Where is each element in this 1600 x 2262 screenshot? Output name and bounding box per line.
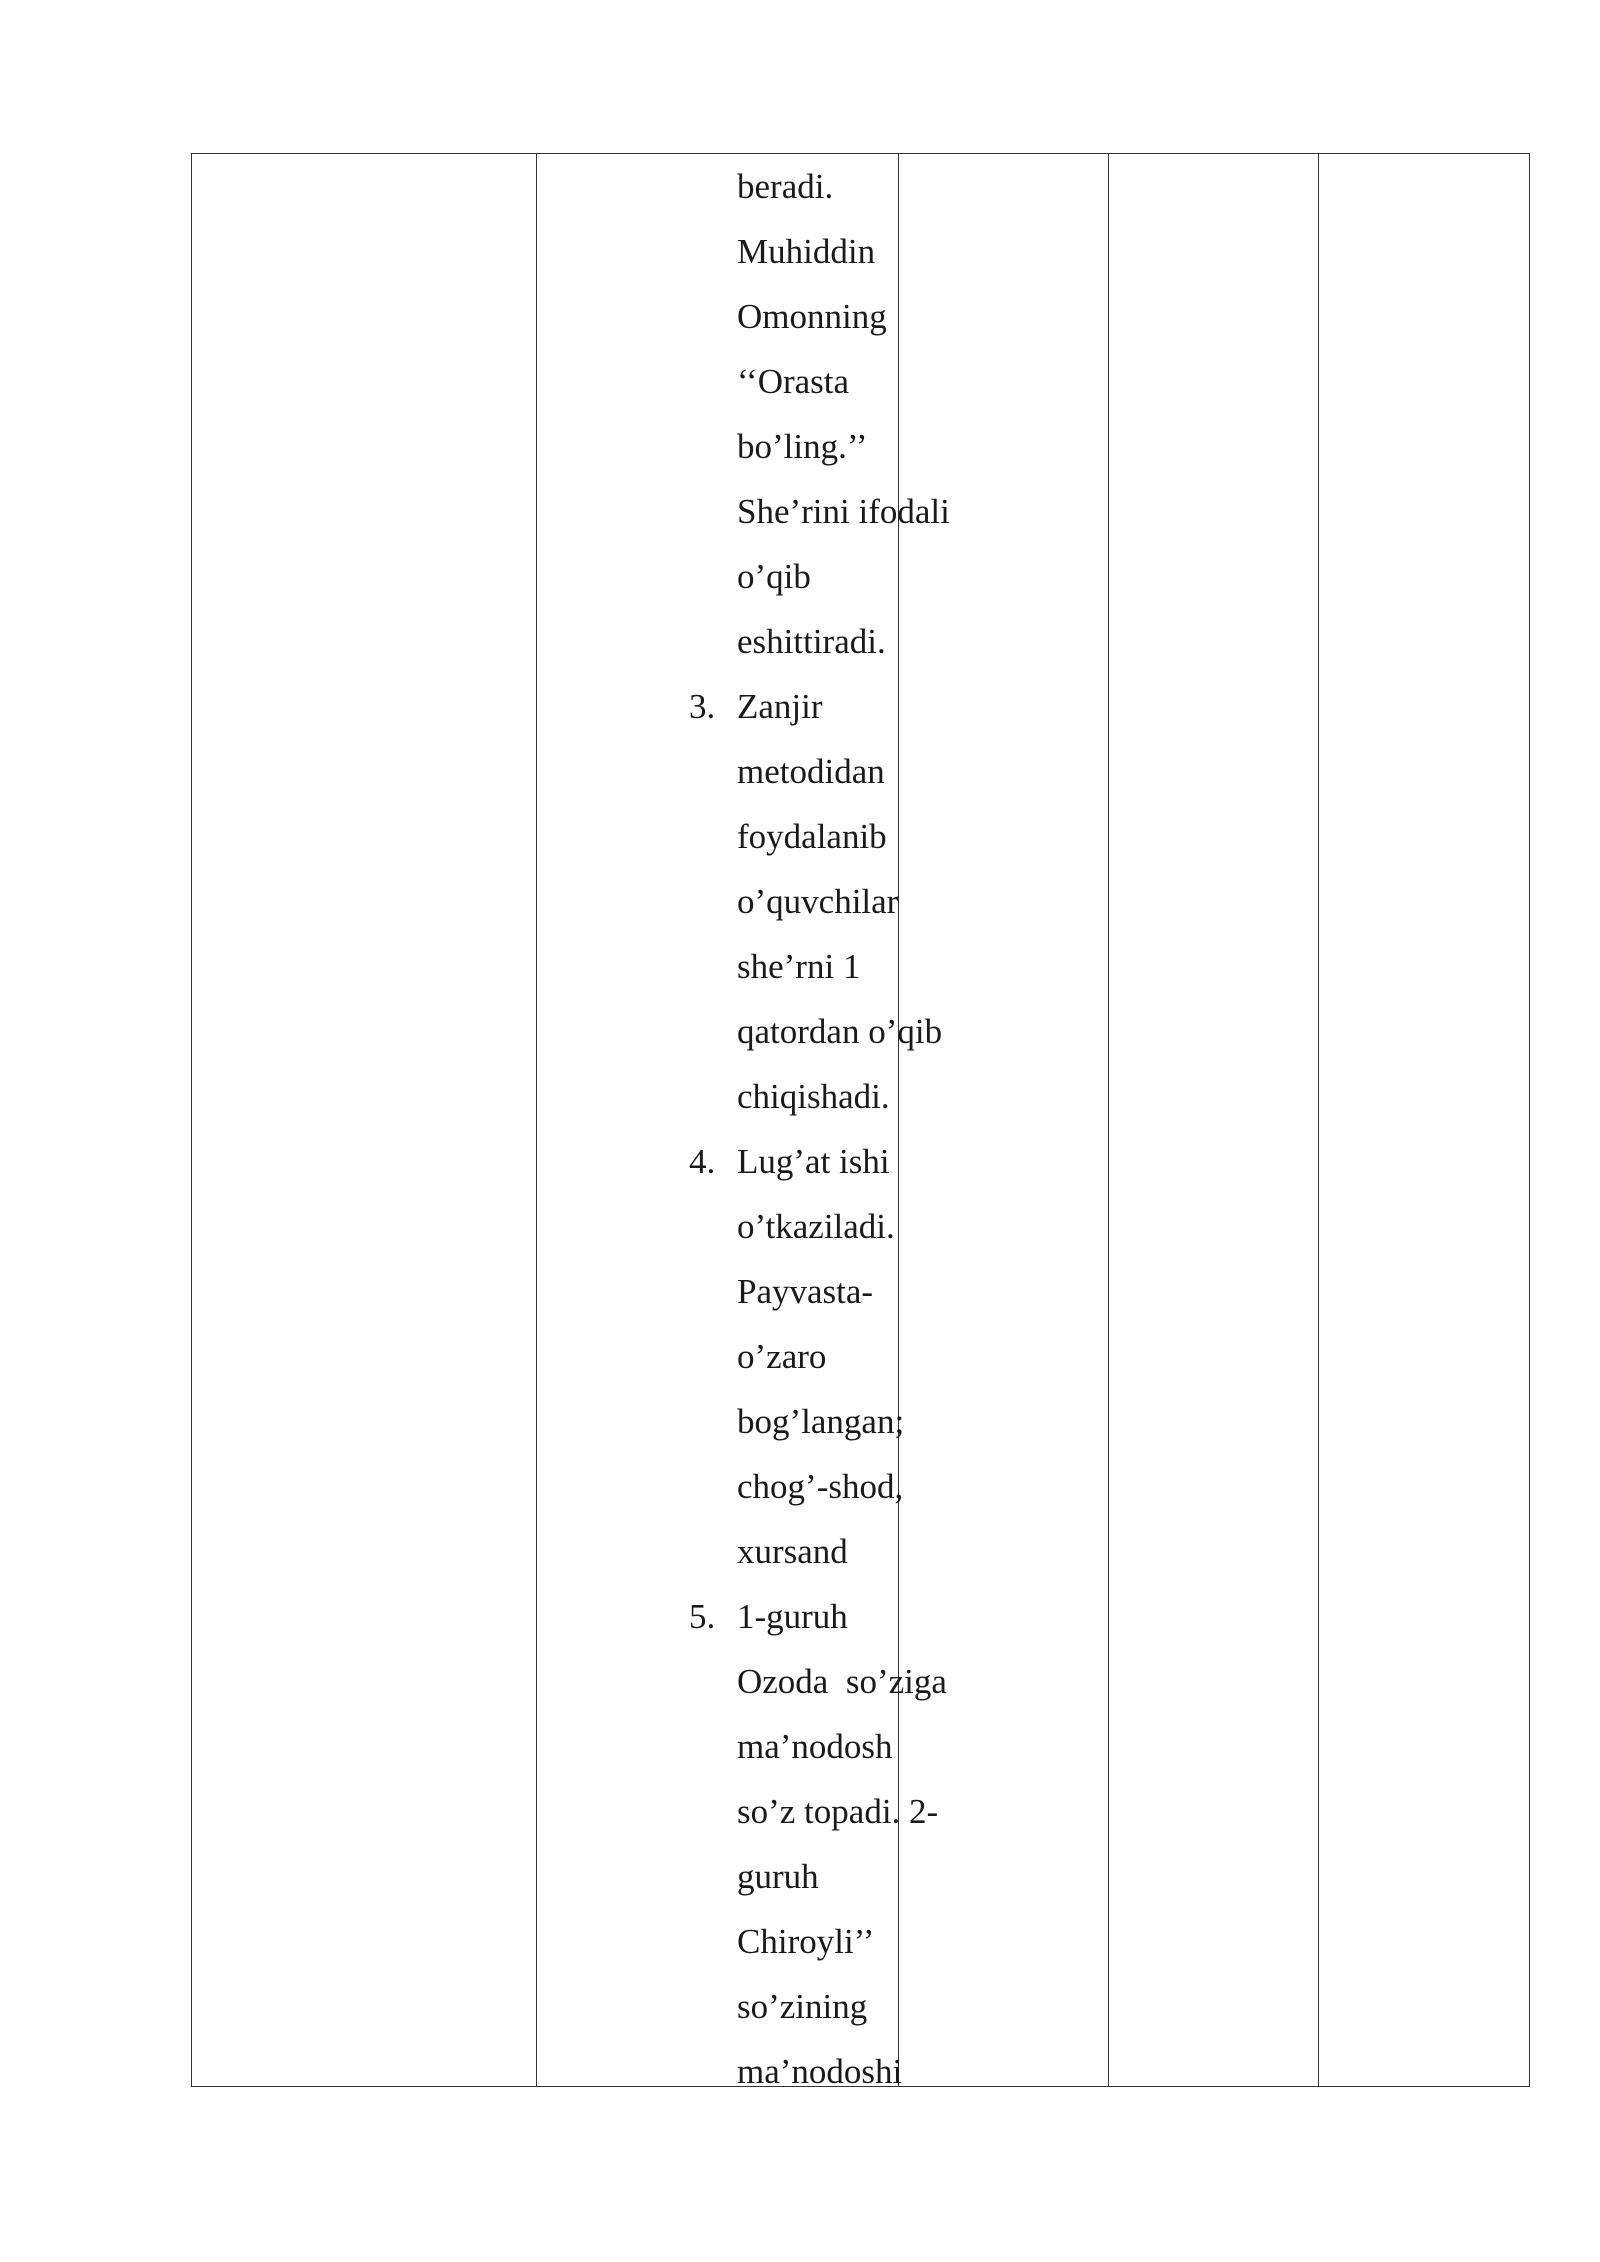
text-line: eshittiradi.	[737, 622, 886, 661]
text-line: Muhiddin	[737, 232, 876, 271]
text-line: she’rni 1	[737, 947, 861, 986]
text-line: ma’nodosh	[737, 1727, 893, 1766]
text-line: so’z topadi. 2-	[737, 1792, 939, 1831]
text-line: o’quvchilar	[737, 882, 899, 921]
text-line: xursand	[737, 1532, 848, 1571]
column-divider-4	[1318, 154, 1319, 2086]
list-item-3	[689, 674, 1077, 1129]
text-line: foydalanib	[737, 817, 887, 856]
text-line: bo’ling.’’	[737, 427, 868, 466]
column-divider-3	[1108, 154, 1109, 2086]
text-line: metodidan	[737, 752, 885, 791]
list-number: 4.	[689, 1142, 716, 1181]
text-line: o’zaro	[737, 1337, 827, 1376]
text-line: Ozoda so’ziga	[737, 1662, 947, 1701]
text-line: guruh	[737, 1857, 819, 1896]
text-line: Payvasta-	[737, 1272, 874, 1311]
text-line: beradi.	[737, 167, 834, 206]
text-line: Omonning	[737, 297, 887, 336]
list-item-4	[689, 1129, 1077, 1584]
list-number: 3.	[689, 687, 716, 726]
text-line: ma’nodoshi	[737, 2052, 903, 2091]
text-line: ‘‘Orasta	[737, 362, 850, 401]
text-line: o’qib	[737, 557, 811, 596]
activity-cell	[689, 154, 1077, 2104]
text-line: bog’langan;	[737, 1402, 905, 1441]
column-divider-1	[536, 154, 537, 2086]
lesson-plan-table	[191, 153, 1530, 2091]
list-item-5	[689, 1584, 1077, 2104]
text-line: o’tkaziladi.	[737, 1207, 895, 1246]
text-line: chiqishadi.	[737, 1077, 890, 1116]
text-line: Zanjir	[737, 687, 823, 726]
text-line: 1-guruh	[737, 1597, 848, 1636]
text-line: so’zining	[737, 1987, 868, 2026]
continuation-text	[737, 154, 1077, 674]
list-number: 5.	[689, 1597, 716, 1636]
text-line: Chiroyli’’	[737, 1922, 875, 1961]
text-line: chog’-shod,	[737, 1467, 904, 1506]
text-line: She’rini ifodali	[737, 492, 950, 531]
text-line: qatordan o’qib	[737, 1012, 943, 1051]
text-line: Lug’at ishi	[737, 1142, 890, 1181]
